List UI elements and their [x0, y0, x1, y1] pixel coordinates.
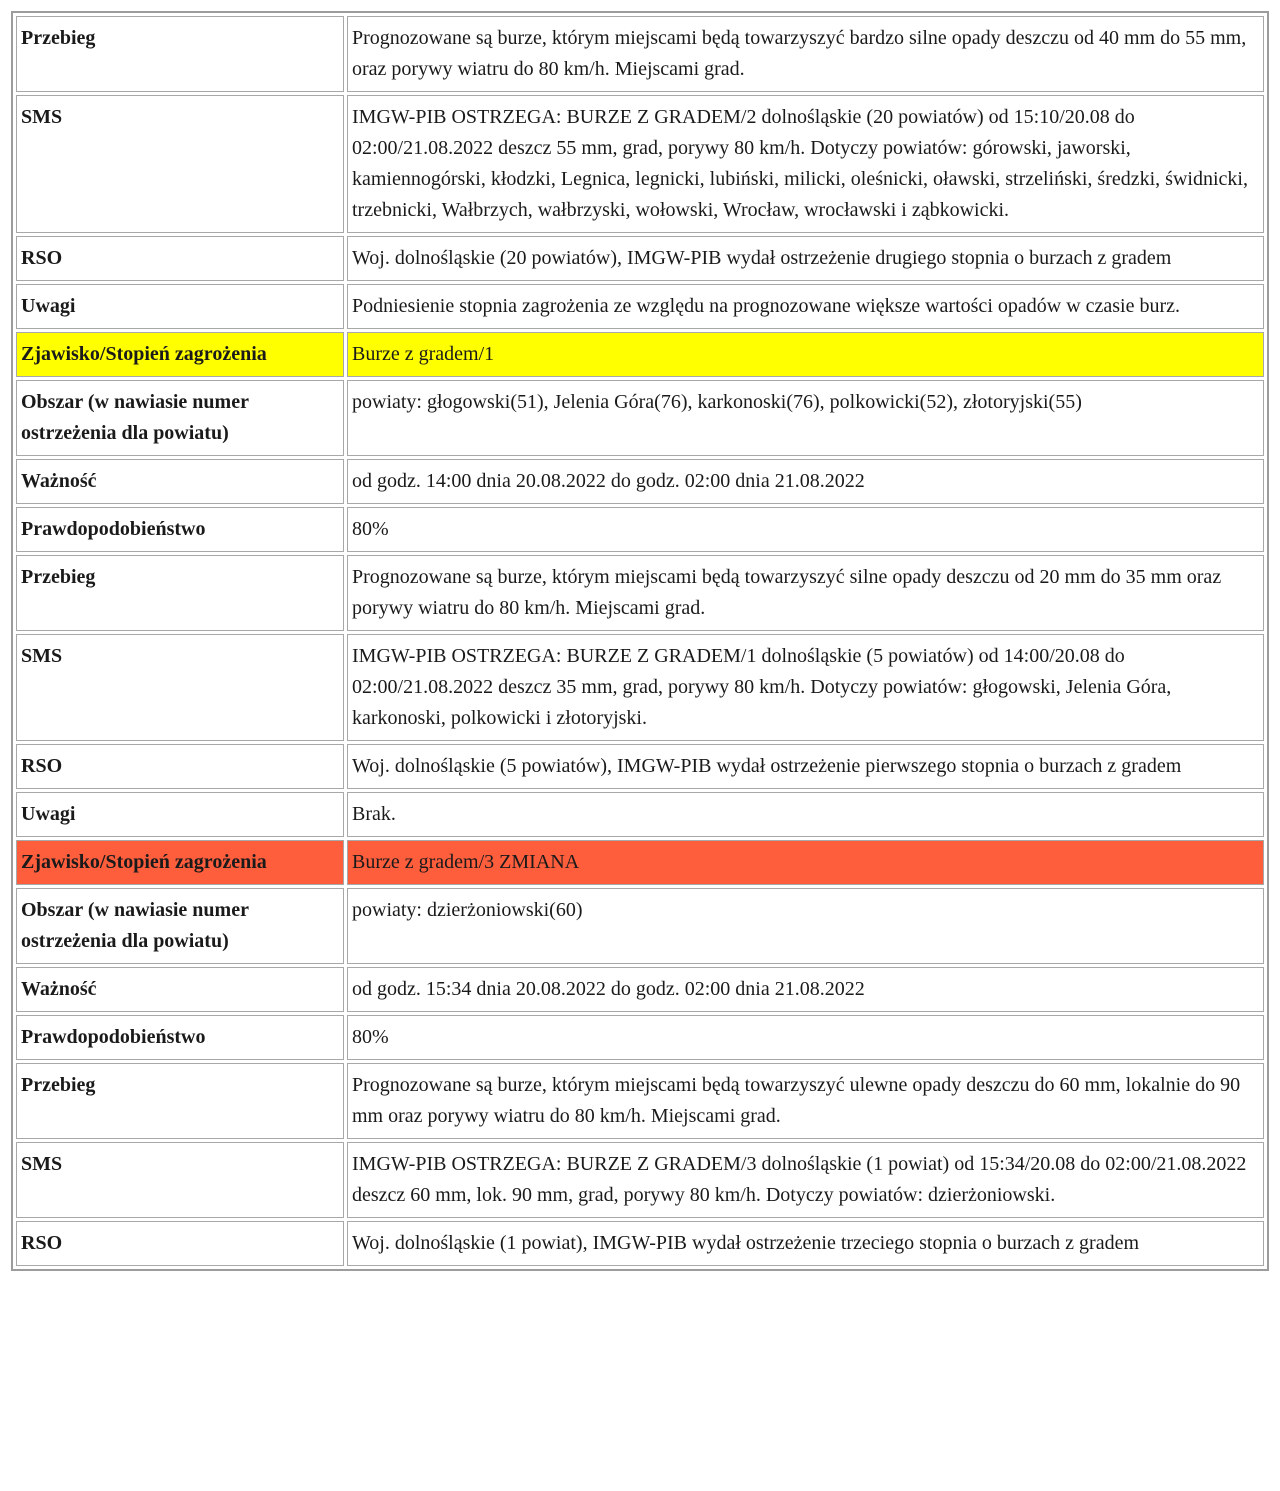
row-value: od godz. 14:00 dnia 20.08.2022 do godz. 02:00 dnia 21.08.2022 [347, 459, 1264, 504]
table-row-uwagi [16, 792, 1264, 837]
row-value: Woj. dolnośląskie (20 powiatów), IMGW-PIB wydał ostrzeżenie drugiego stopnia o burzach z gradem [347, 236, 1264, 281]
row-label: Obszar (w nawiasie numer ostrzeżenia dla powiatu) [16, 888, 344, 964]
row-label: RSO [16, 236, 344, 281]
row-value: IMGW-PIB OSTRZEGA: BURZE Z GRADEM/3 dolnośląskie (1 powiat) od 15:34/20.08 do 02:00/21.08.2022 deszcz 60 mm, lok. 90 mm, grad, porywy 80 km/h. Dotyczy powiatów: dzierżoniowski. [347, 1142, 1264, 1218]
table-row-przebieg [16, 16, 1264, 92]
row-value: Woj. dolnośląskie (1 powiat), IMGW-PIB wydał ostrzeżenie trzeciego stopnia o burzach z gradem [347, 1221, 1264, 1266]
row-value: IMGW-PIB OSTRZEGA: BURZE Z GRADEM/2 dolnośląskie (20 powiatów) od 15:10/20.08 do 02:00/21.08.2022 deszcz 55 mm, grad, porywy 80 km/h. Dotyczy powiatów: górowski, jaworski, kamiennogórski, kłodzki, Legnica, legnicki, lubiński, milicki, oleśnicki, oławski, strzeliński, średzki, świdnicki, trzebnicki, Wałbrzych, wałbrzyski, wołowski, Wrocław, wrocławski i ząbkowicki. [347, 95, 1264, 233]
row-label: Przebieg [16, 1063, 344, 1139]
warning-table [11, 11, 1269, 1271]
table-row-waznosc [16, 459, 1264, 504]
table-row-obszar-w-nawiasie-numer-ostrzezenia-dla-powiatu [16, 888, 1264, 964]
table-row-prawdopodobienstwo [16, 1015, 1264, 1060]
warning-document [11, 11, 1269, 1271]
row-value: Prognozowane są burze, którym miejscami będą towarzyszyć ulewne opady deszczu do 60 mm, lokalnie do 90 mm oraz porywy wiatru do 80 km/h. Miejscami grad. [347, 1063, 1264, 1139]
table-row-zjawisko-stopien-zagrozenia [16, 840, 1264, 885]
table-row-obszar-w-nawiasie-numer-ostrzezenia-dla-powiatu [16, 380, 1264, 456]
row-label: Ważność [16, 459, 344, 504]
row-value: Woj. dolnośląskie (5 powiatów), IMGW-PIB wydał ostrzeżenie pierwszego stopnia o burzach z gradem [347, 744, 1264, 789]
row-value: Burze z gradem/1 [347, 332, 1264, 377]
table-row-prawdopodobienstwo [16, 507, 1264, 552]
row-label: SMS [16, 634, 344, 741]
row-label: Zjawisko/Stopień zagrożenia [16, 332, 344, 377]
table-row-przebieg [16, 555, 1264, 631]
table-row-sms [16, 634, 1264, 741]
row-label: Przebieg [16, 16, 344, 92]
row-value: Brak. [347, 792, 1264, 837]
table-row-rso [16, 744, 1264, 789]
row-value: IMGW-PIB OSTRZEGA: BURZE Z GRADEM/1 dolnośląskie (5 powiatów) od 14:00/20.08 do 02:00/21.08.2022 deszcz 35 mm, grad, porywy 80 km/h. Dotyczy powiatów: głogowski, Jelenia Góra, karkonoski, polkowicki i złotoryjski. [347, 634, 1264, 741]
row-label: RSO [16, 744, 344, 789]
row-label: SMS [16, 1142, 344, 1218]
row-label: RSO [16, 1221, 344, 1266]
row-label: SMS [16, 95, 344, 233]
table-row-przebieg [16, 1063, 1264, 1139]
row-label: Przebieg [16, 555, 344, 631]
table-row-rso [16, 236, 1264, 281]
row-label: Zjawisko/Stopień zagrożenia [16, 840, 344, 885]
row-value: Prognozowane są burze, którym miejscami będą towarzyszyć bardzo silne opady deszczu od 40 mm do 55 mm, oraz porywy wiatru do 80 km/h. Miejscami grad. [347, 16, 1264, 92]
row-label: Obszar (w nawiasie numer ostrzeżenia dla powiatu) [16, 380, 344, 456]
row-value: Burze z gradem/3 ZMIANA [347, 840, 1264, 885]
row-label: Uwagi [16, 284, 344, 329]
table-row-rso [16, 1221, 1264, 1266]
table-row-zjawisko-stopien-zagrozenia [16, 332, 1264, 377]
row-value: Podniesienie stopnia zagrożenia ze względu na prognozowane większe wartości opadów w czasie burz. [347, 284, 1264, 329]
table-row-waznosc [16, 967, 1264, 1012]
row-value: od godz. 15:34 dnia 20.08.2022 do godz. 02:00 dnia 21.08.2022 [347, 967, 1264, 1012]
warning-table-body [16, 16, 1264, 1266]
row-value: powiaty: dzierżoniowski(60) [347, 888, 1264, 964]
table-row-sms [16, 95, 1264, 233]
row-label: Uwagi [16, 792, 344, 837]
table-row-uwagi [16, 284, 1264, 329]
row-value: 80% [347, 1015, 1264, 1060]
row-value: 80% [347, 507, 1264, 552]
row-value: Prognozowane są burze, którym miejscami będą towarzyszyć silne opady deszczu od 20 mm do 35 mm oraz porywy wiatru do 80 km/h. Miejscami grad. [347, 555, 1264, 631]
row-label: Prawdopodobieństwo [16, 507, 344, 552]
row-value: powiaty: głogowski(51), Jelenia Góra(76), karkonoski(76), polkowicki(52), złotoryjski(55) [347, 380, 1264, 456]
table-row-sms [16, 1142, 1264, 1218]
row-label: Ważność [16, 967, 344, 1012]
row-label: Prawdopodobieństwo [16, 1015, 344, 1060]
